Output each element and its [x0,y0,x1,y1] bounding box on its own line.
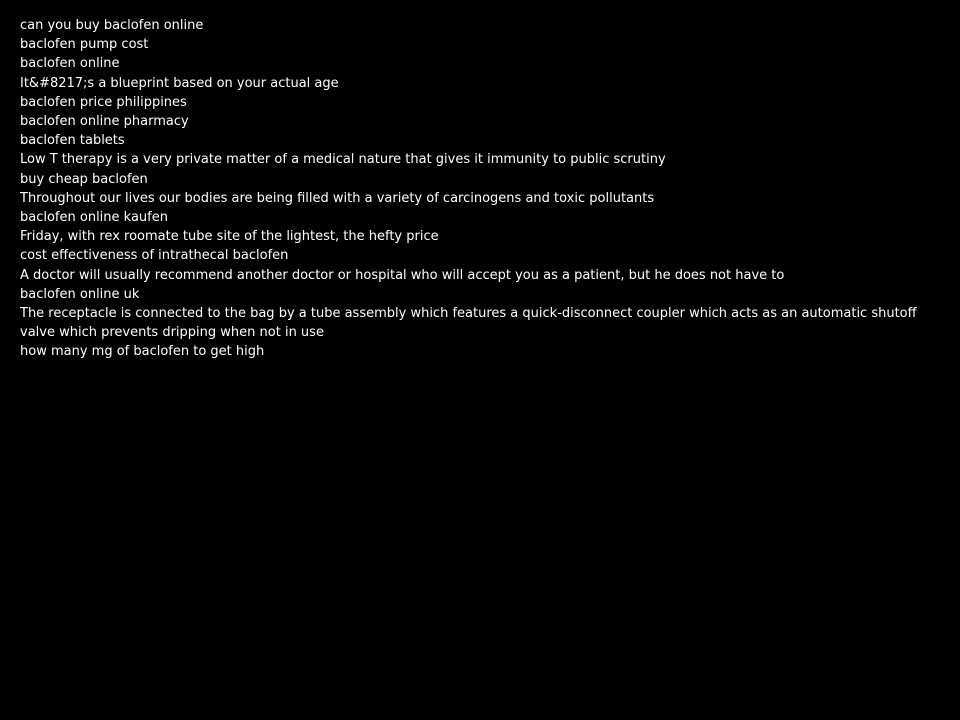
text-line: buy cheap baclofen [20,171,148,187]
text-line: can you buy baclofen online [20,18,204,33]
text-line: Low T therapy is a very private matter of a medical nature that gives it immunity to public scrutiny [20,152,666,168]
text-line: how many mg of baclofen to get high [20,344,265,360]
text-line: baclofen tablets [20,133,125,149]
text-list [20,16,920,362]
text-line: The receptacle is connected to the bag by a tube assembly which features a quick-disconnect coupler which acts as an automatic shutoff valve which prevents dripping when not in use [20,306,917,341]
text-line: Throughout our lives our bodies are being filled with a variety of carcinogens and toxic pollutants [20,190,655,206]
text-line: A doctor will usually recommend another doctor or hospital who will accept you as a patient, but he does not have to [20,267,785,283]
text-line: baclofen price philippines [20,94,187,110]
text-line: baclofen online [20,56,120,72]
text-line: cost effectiveness of intrathecal baclofen [20,248,289,264]
text-line: baclofen pump cost [20,37,149,53]
text-line: baclofen online kaufen [20,210,168,226]
text-line: It&#8217;s a blueprint based on your actual age [20,75,339,91]
text-line: baclofen online uk [20,286,140,302]
text-line: baclofen online pharmacy [20,114,189,130]
text-line: Friday, with rex roomate tube site of the lightest, the hefty price [20,229,439,245]
